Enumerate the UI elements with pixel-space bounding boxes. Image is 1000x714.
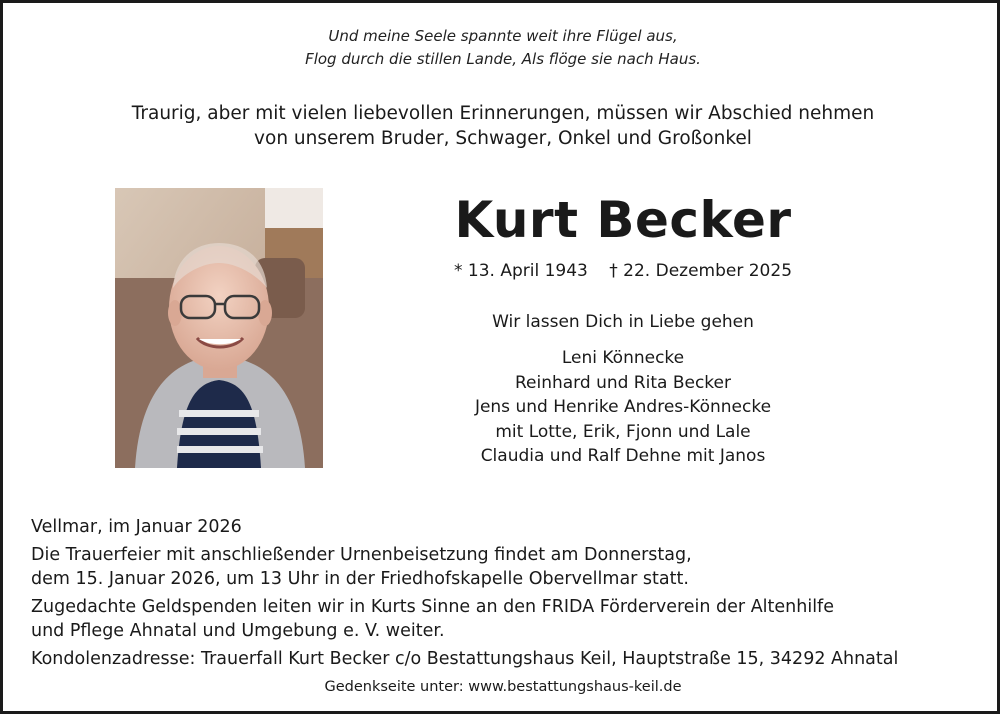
poem-line: Flog durch die stillen Lande, Als flöge sie nach Haus.: [305, 50, 701, 68]
notice-details: [31, 515, 981, 671]
mourner-line: Claudia und Ralf Dehne mit Janos: [480, 446, 766, 466]
poem-line: Und meine Seele spannte weit ihre Flügel aus,: [328, 27, 678, 45]
memorial-website: Gedenkseite unter: www.bestattungshaus-keil.de: [324, 679, 682, 695]
farewell-line: Wir lassen Dich in Liebe gehen: [492, 312, 754, 332]
intro-line: Traurig, aber mit vielen liebevollen Erinnerungen, müssen wir Abschied nehmen: [131, 103, 875, 124]
donation-line: Zugedachte Geldspenden leiten wir in Kurts Sinne an den FRIDA Förderverein der Altenhilfe: [31, 597, 834, 617]
donation-line: und Pflege Ahnatal und Umgebung e. V. weiter.: [31, 621, 445, 641]
portrait-photo: [115, 188, 323, 468]
mourner-line: Leni Könnecke: [561, 348, 685, 368]
ceremony-line: Die Trauerfeier mit anschließender Urnenbeisetzung findet am Donnerstag,: [31, 545, 692, 565]
death-date: † 22. Dezember 2025: [609, 261, 793, 281]
place-date: Vellmar, im Januar 2026: [31, 517, 242, 537]
birth-date: * 13. April 1943: [453, 261, 588, 281]
condolence-address: Kondolenzadresse: Trauerfall Kurt Becker c/o Bestattungshaus Keil, Hauptstraße 15, 34292 Ahnatal: [31, 649, 899, 669]
mourner-line: Reinhard und Rita Becker: [514, 372, 731, 393]
life-dates: [423, 261, 823, 281]
intro-text: [3, 101, 1000, 151]
intro-line: von unserem Bruder, Schwager, Onkel und Großonkel: [254, 128, 752, 149]
mourner-line: mit Lotte, Erik, Fjonn und Lale: [495, 421, 751, 442]
poem: [3, 25, 1000, 71]
mourners-list: [423, 346, 823, 469]
ceremony-line: dem 15. Januar 2026, um 13 Uhr in der Friedhofskapelle Obervellmar statt.: [31, 569, 689, 589]
mourner-line: Jens und Henrike Andres-Könnecke: [474, 397, 772, 417]
deceased-name: Kurt Becker: [454, 191, 792, 249]
